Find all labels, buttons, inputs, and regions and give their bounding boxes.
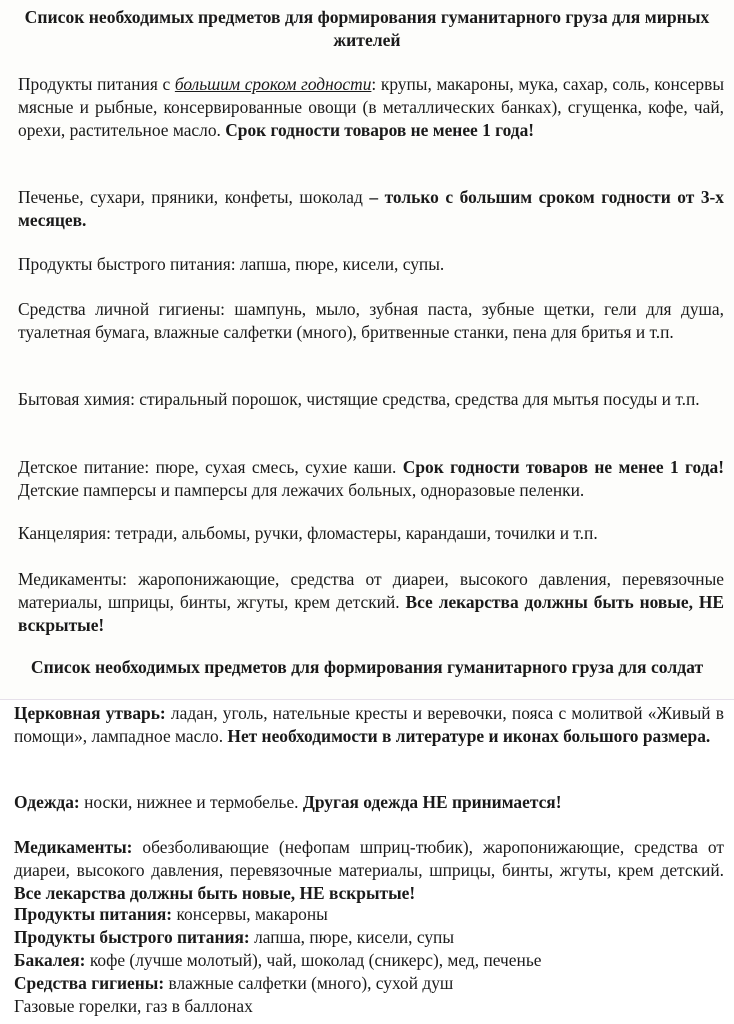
civilians-medicine-paragraph (18, 568, 724, 637)
soldiers-clothing-label: Одежда: (14, 792, 80, 812)
soldiers-church-list: ладан, уголь, нательные кресты и веревочки, пояса с молитвой «Живый в помощи», лампадное масло. (14, 703, 724, 746)
soldiers-medicine-note: Все лекарства должны быть новые, НЕ вскрытые! (14, 883, 416, 903)
civilians-chemicals: Бытовая химия: стиральный порошок, чистящие средства, средства для мытья посуды и т.п. (18, 389, 700, 409)
civilians-sweets-note: – только с большим сроком годности от 3-х месяцев. (18, 187, 724, 230)
soldiers-food-list: консервы, макароны (172, 904, 328, 924)
civilians-baby-paragraph (18, 456, 724, 502)
soldiers-church-label: Церковная утварь: (14, 703, 166, 723)
soldiers-hygiene-list: влажные салфетки (много), сухой душ (164, 973, 454, 993)
soldiers-fast-food-list: лапша, пюре, кисели, супы (249, 927, 455, 947)
civilians-stationery: Канцелярия: тетради, альбомы, ручки, фломастеры, карандаши, точилки и т.п. (18, 523, 598, 543)
soldiers-food-label: Продукты питания: (14, 904, 173, 924)
soldiers-grocery-label: Бакалея: (14, 950, 86, 970)
civilians-sweets-paragraph (18, 186, 724, 232)
civilians-baby-note: Срок годности товаров не менее 1 года! (402, 457, 724, 477)
soldiers-hygiene-label: Средства гигиены: (14, 973, 165, 993)
civilians-baby-extra: Детские памперсы и памперсы для лежачих больных, одноразовые пеленки. (18, 480, 585, 500)
civilians-food-underlined: большим сроком годности (174, 74, 372, 94)
soldiers-grocery-list: кофе (лучше молотый), чай, шоколад (сникерс), мед, печенье (85, 950, 542, 970)
soldiers-medicine-list: обезболивающие (нефопам шприц-тюбик), жаропонижающие, средства от диареи, высокого давления, перевязочные материалы, шприцы, бинты, жгуты, крем детский. (14, 837, 724, 880)
soldiers-church-note: Нет необходимости в литературе и иконах большого размера. (227, 726, 711, 746)
civilians-food-paragraph (18, 73, 724, 142)
sheet-seam (0, 699, 734, 700)
soldiers-title: Список необходимых предметов для формирования гуманитарного груза для солдат (30, 657, 704, 677)
soldiers-church-paragraph (14, 702, 724, 748)
soldiers-clothing-list: носки, нижнее и термобелье. (79, 792, 303, 812)
soldiers-fast-food-label: Продукты быстрого питания: (14, 927, 250, 947)
civilians-sweets-list: Печенье, сухари, пряники, конфеты, шоколад (18, 187, 370, 207)
soldiers-clothing-note: Другая одежда НЕ принимается! (302, 792, 562, 812)
civilians-title: Список необходимых предметов для формирования гуманитарного груза для мирных жителей (24, 7, 710, 50)
civilians-food-list: : крупы, макароны, мука, сахар, соль, консервы мясные и рыбные, консервированные овощи (в металлических банках), сгущенка, кофе, чай, орехи, растительное масло. (18, 74, 725, 140)
soldiers-hygiene-line (14, 972, 730, 995)
civilians-fast-food: Продукты быстрого питания: лапша, пюре, кисели, супы. (18, 254, 445, 274)
soldiers-fast-food-line (14, 926, 730, 949)
civilians-food-note: Срок годности товаров не менее 1 года! (225, 120, 535, 140)
civilians-hygiene: Средства личной гигиены: шампунь, мыло, зубная паста, зубные щетки, гели для душа, туалетная бумага, влажные салфетки (много), бритвенные станки, пена для бритья и т.п. (18, 299, 724, 342)
civilians-food-intro: Продукты питания с (18, 74, 175, 94)
civilians-medicine-list: Медикаменты: жаропонижающие, средства от диареи, высокого давления, перевязочные материалы, шприцы, бинты, жгуты, крем детский. (18, 569, 724, 612)
civilians-medicine-note: Все лекарства должны быть новые, НЕ вскрытые! (18, 592, 724, 635)
soldiers-medicine-label: Медикаменты: (14, 837, 133, 857)
soldiers-food-line (14, 903, 730, 926)
civilians-baby-list: Детское питание: пюре, сухая смесь, сухие каши. (18, 457, 403, 477)
soldiers-gas-line: Газовые горелки, газ в баллонах (14, 996, 253, 1016)
soldiers-medicine-paragraph (14, 836, 724, 905)
soldiers-grocery-line (14, 949, 730, 972)
soldiers-clothing-paragraph (14, 791, 724, 814)
